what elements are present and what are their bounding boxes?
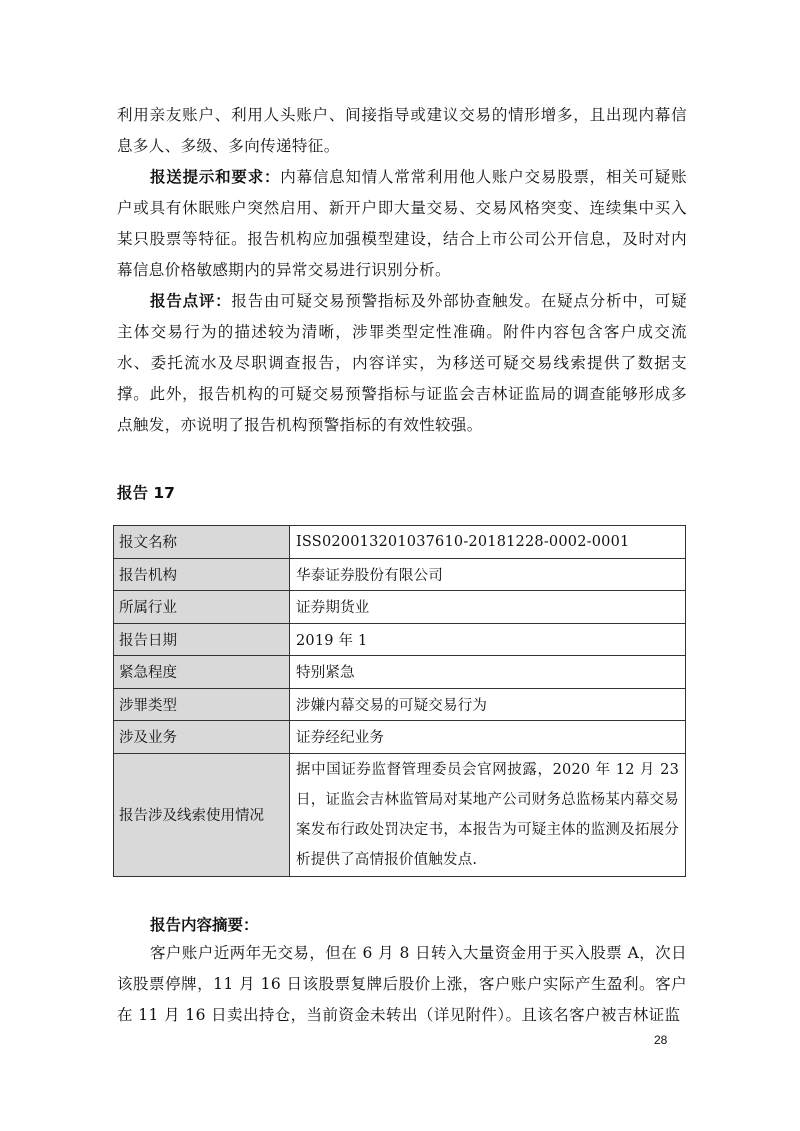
table-key: 报告日期	[114, 623, 290, 656]
table-value: 华泰证券股份有限公司	[290, 558, 686, 591]
report-info-table	[113, 525, 686, 877]
table-key: 涉及业务	[114, 721, 290, 754]
table-key: 报文名称	[114, 526, 290, 559]
paragraph-lead: 报告点评：	[150, 292, 232, 310]
table-value: 证券期货业	[290, 591, 686, 624]
summary-paragraph: 客户账户近两年无交易，但在 6 月 8 日转入大量资金用于买入股票 A，次日该股票停牌，11 月 16 日该股票复牌后股价上涨，客户账户实际产生盈利。客户在 11 月 16 日卖出持仓，当前资金未转出（详见附件）。且该名客户被吉林证监	[117, 944, 687, 1024]
table-row	[114, 623, 686, 656]
table-value: 2019 年 1	[290, 623, 686, 656]
table-key: 所属行业	[114, 591, 290, 624]
table-row	[114, 688, 686, 721]
table-value: 据中国证券监督管理委员会官网披露，2020 年 12 月 23 日，证监会吉林监管局对某地产公司财务总监杨某内幕交易案发布行政处罚决定书，本报告为可疑主体的监测及拓展分析提供了高情报价值触发点.	[290, 753, 686, 876]
table-row	[114, 721, 686, 754]
table-value: 特别紧急	[290, 656, 686, 689]
table-row	[114, 591, 686, 624]
table-row	[114, 753, 686, 876]
table-value: 证券经纪业务	[290, 721, 686, 754]
table-key: 报告机构	[114, 558, 290, 591]
paragraph-body: 报告由可疑交易预警指标及外部协查触发。在疑点分析中，可疑主体交易行为的描述较为清晰，涉罪类型定性准确。附件内容包含客户成交流水、委托流水及尽职调查报告，内容详实，为移送可疑交易线索提供了数据支撑。此外，报告机构的可疑交易预警指标与证监会吉林证监局的调查能够形成多点触发，亦说明了报告机构预警指标的有效性较强。	[117, 292, 687, 434]
paragraph-lead: 报送提示和要求：	[150, 168, 281, 186]
table-value: ISS020013201037610-20181228-0002-0001	[290, 526, 686, 559]
table-row	[114, 558, 686, 591]
paragraph-body: 内幕信息知情人常常利用他人账户交易股票，相关可疑账户或具有休眠账户突然启用、新开户即大量交易、交易风格突变、连续集中买入某只股票等特征。报告机构应加强模型建设，结合上市公司公开信息，及时对内幕信息价格敏感期内的异常交易进行识别分析。	[117, 168, 687, 279]
table-row	[114, 656, 686, 689]
paragraph-report-review	[117, 286, 687, 441]
table-row	[114, 526, 686, 559]
table-key: 紧急程度	[114, 656, 290, 689]
paragraph-submission-requirements	[117, 162, 687, 286]
report-heading: 报告 17	[117, 484, 175, 502]
table-key: 报告涉及线索使用情况	[114, 753, 290, 876]
table-value: 涉嫌内幕交易的可疑交易行为	[290, 688, 686, 721]
summary-heading: 报告内容摘要：	[150, 916, 259, 934]
page-number: 28	[654, 1033, 668, 1047]
table-key: 涉罪类型	[114, 688, 290, 721]
paragraph-continuation: 利用亲友账户、利用人头账户、间接指导或建议交易的情形增多，且出现内幕信息多人、多级、多向传递特征。	[117, 106, 687, 155]
